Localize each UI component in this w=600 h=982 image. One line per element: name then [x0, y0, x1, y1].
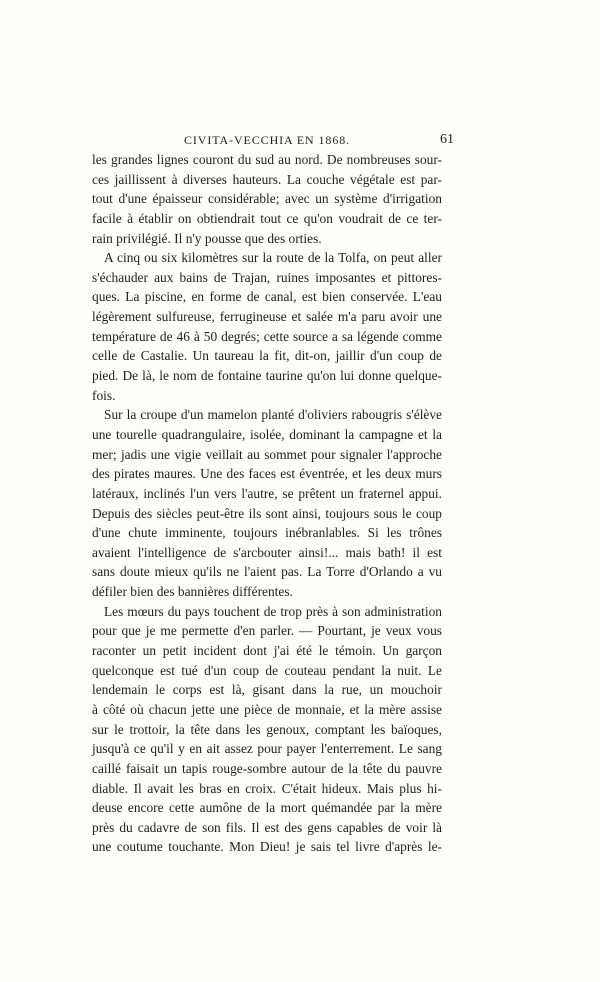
text-line: tout d'une épaisseur considérable; avec un système d'irrigation	[92, 191, 442, 207]
text-line: les grandes lignes couront du sud au nord. De nombreuses sour-	[92, 152, 442, 167]
text-line: avaient l'intelligence de s'arcbouter ainsi!... mais bath! il est	[92, 544, 442, 560]
text-line: des pirates maures. Une des faces est éventrée, et les deux murs	[92, 466, 442, 482]
text-line: facile à établir on obtiendrait tout ce qu'on voudrait de ce ter-	[92, 210, 442, 226]
paragraph-start: Les mœurs du pays touchent de trop près à son administration	[104, 603, 442, 619]
paragraph-start: Sur la croupe d'un mamelon planté d'oliviers rabougris s'élève	[104, 407, 442, 423]
text-line: une tourelle quadrangulaire, isolée, dominant la campagne et la	[92, 426, 442, 442]
text-line: Depuis des siècles peut-être ils sont ainsi, toujours sous le coup	[92, 505, 442, 521]
text-line: légèrement sulfureuse, ferrugineuse et salée m'a paru avoir une	[92, 309, 442, 325]
body-text	[92, 150, 442, 857]
text-line: quelconque est tué d'un coup de couteau pendant la nuit. Le	[92, 662, 442, 678]
text-line: ques. La piscine, en forme de canal, est bien conservée. L'eau	[92, 289, 442, 305]
text-line: lendemain le corps est là, gisant dans la rue, un mouchoir	[92, 682, 442, 698]
text-line: température de 46 à 50 degrés; cette source a sa légende comme	[92, 328, 442, 344]
text-line: celle de Castalie. Un taureau la fit, dit-on, jaillir d'un coup de	[92, 348, 442, 364]
text-line: raconter un petit incident dont j'ai été le témoin. Un garçon	[92, 643, 442, 659]
text-line: rain privilégié. Il n'y pousse que des orties.	[92, 230, 322, 246]
text-line: ces jaillissent à diverses hauteurs. La couche végétale est par-	[92, 171, 442, 187]
text-line: à côté où chacun jette une pièce de monnaie, et la mère assise	[92, 701, 442, 717]
running-head	[92, 130, 454, 150]
paragraph-start: A cinq ou six kilomètres sur la route de la Tolfa, on peut aller	[104, 250, 442, 266]
text-line: s'échauder aux bains de Trajan, ruines imposantes et pittores-	[92, 269, 442, 285]
text-line: pour que je me permette d'en parler. — Pourtant, je veux vous	[92, 623, 442, 639]
text-line: latéraux, inclinés l'un vers l'autre, se prêtent un fraternel appui.	[92, 485, 442, 501]
text-line: défiler bien des bannières différentes.	[92, 584, 293, 600]
text-line: diable. Il avait les bras en croix. C'était hideux. Mais plus hi-	[92, 780, 442, 796]
text-line: mer; jadis une vigie veillait au sommet pour signaler l'approche	[92, 446, 442, 462]
text-line: sans doute mieux qu'ils ne l'aient pas. La Torre d'Orlando a vu	[92, 564, 442, 580]
running-title: CIVITA-VECCHIA EN 1868.	[183, 133, 351, 147]
text-line: deuse encore cette aumône de la mort quémandée par la mère	[92, 800, 442, 816]
text-line: une coutume touchante. Mon Dieu! je sais tel livre d'après le-	[92, 839, 442, 855]
text-line: sur le trottoir, la tête dans les genoux, comptant les baïoques,	[92, 721, 442, 737]
text-line: d'une chute imminente, toujours inébranlables. Si les trônes	[92, 525, 442, 541]
text-line: fois.	[92, 387, 116, 403]
text-line: près du cadavre de son fils. Il est des gens capables de voir là	[92, 819, 442, 835]
page-number: 61	[440, 132, 454, 147]
text-line: caillé faisait un tapis rouge-sombre autour de la tête du pauvre	[92, 760, 442, 776]
text-line: jusqu'à ce qu'il y en ait assez pour payer l'enterrement. Le sang	[92, 741, 442, 757]
text-line: pied. De là, le nom de fontaine taurine qu'on lui donne quelque-	[92, 368, 442, 384]
